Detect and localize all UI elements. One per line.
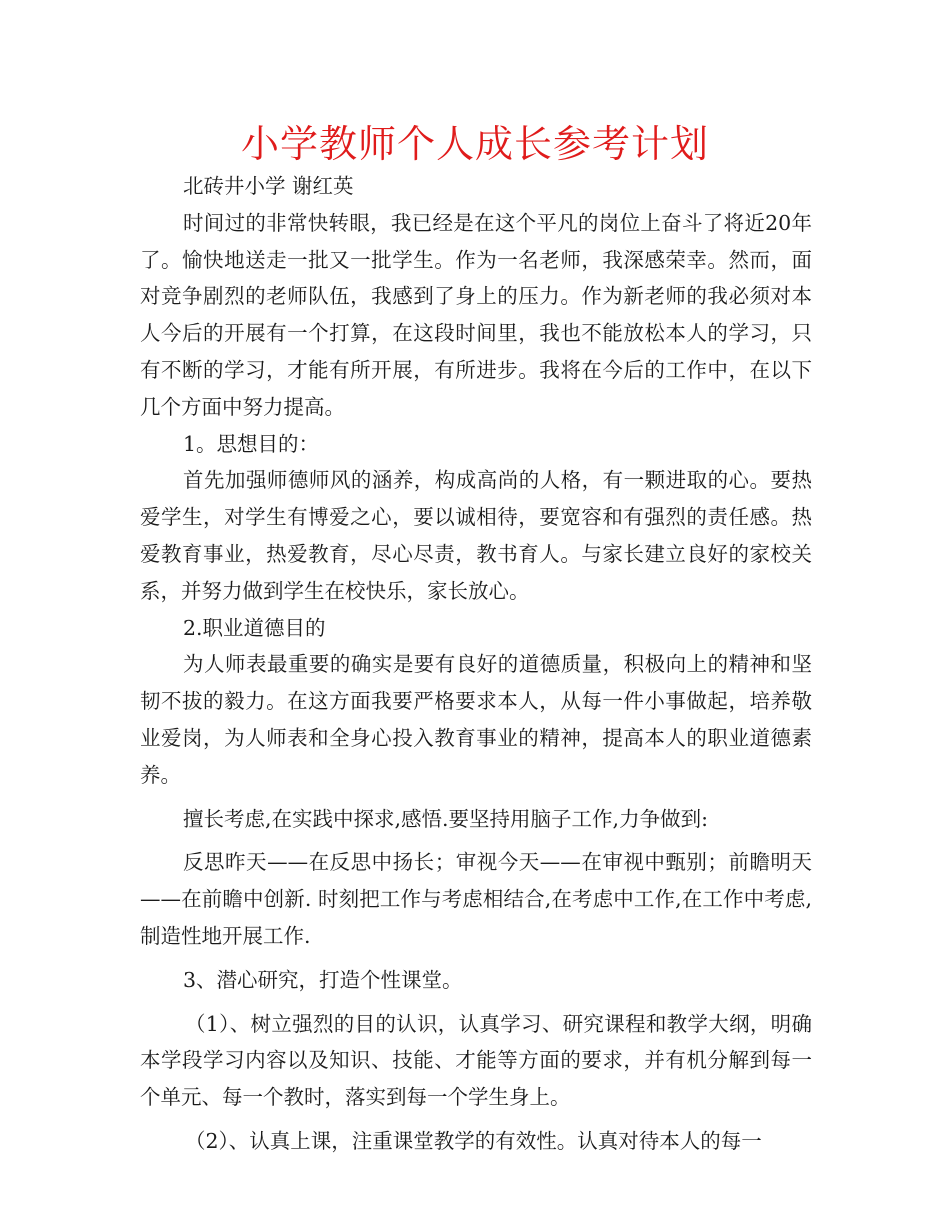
- paragraph: 首先加强师德师风的涵养，构成高尚的人格，有一颗进取的心。要热爱学生，对学生有博爱之心，要以诚相待，要宽容和有强烈的责任感。热爱教育事业，热爱教育，尽心尽责，教书育人。与家长建立良好的家校关系，并努力做到学生在校快乐，家长放心。: [140, 468, 812, 603]
- document-title: 小学教师个人成长参考计划: [240, 122, 709, 166]
- document-body: [140, 168, 812, 1160]
- paragraph: 时间过的非常快转眼，我已经是在这个平凡的岗位上奋斗了将近20年了。愉快地送走一批又一批学生。作为一名老师，我深感荣幸。然而，面对竞争剧烈的老师队伍，我感到了身上的压力。作为新老师的我必须对本人今后的开展有一个打算，在这段时间里，我也不能放松本人的学习，只有不断的学习，才能有所开展，有所进步。我将在今后的工作中，在以下几个方面中努力提高。: [140, 210, 812, 419]
- section-heading: 2.职业道德目的: [183, 615, 326, 640]
- section-heading: 1。思想目的：: [183, 431, 320, 456]
- paragraph: 反思昨天——在反思中扬长；审视今天——在审视中甄别；前瞻明天——在前瞻中创新. 时刻把工作与考虑相结合,在考虑中工作,在工作中考虑,制造性地开展工作.: [140, 850, 812, 948]
- author-line: 北砖井小学 谢红英: [183, 174, 354, 198]
- paragraph: （2）、认真上课，注重课堂教学的有效性。认真对待本人的每一: [185, 1128, 762, 1153]
- paragraph: 擅长考虑,在实践中探求,感悟.要坚持用脑子工作,力争做到:: [183, 806, 708, 831]
- paragraph: （1）、树立强烈的目的认识，认真学习、研究课程和教学大纲，明确本学段学习内容以及知识、技能、才能等方面的要求，并有机分解到每一个单元、每一个教时，落实到每一个学生身上。: [140, 1011, 812, 1110]
- paragraph: 为人师表最重要的确实是要有良好的道德质量，积极向上的精神和坚韧不拔的毅力。在这方面我要严格要求本人，从每一件小事做起，培养敬业爱岗，为人师表和全身心投入教育事业的精神，提高本人的职业道德素养。: [140, 652, 812, 787]
- section-heading: 3、潜心研究，打造个性课堂。: [183, 967, 463, 992]
